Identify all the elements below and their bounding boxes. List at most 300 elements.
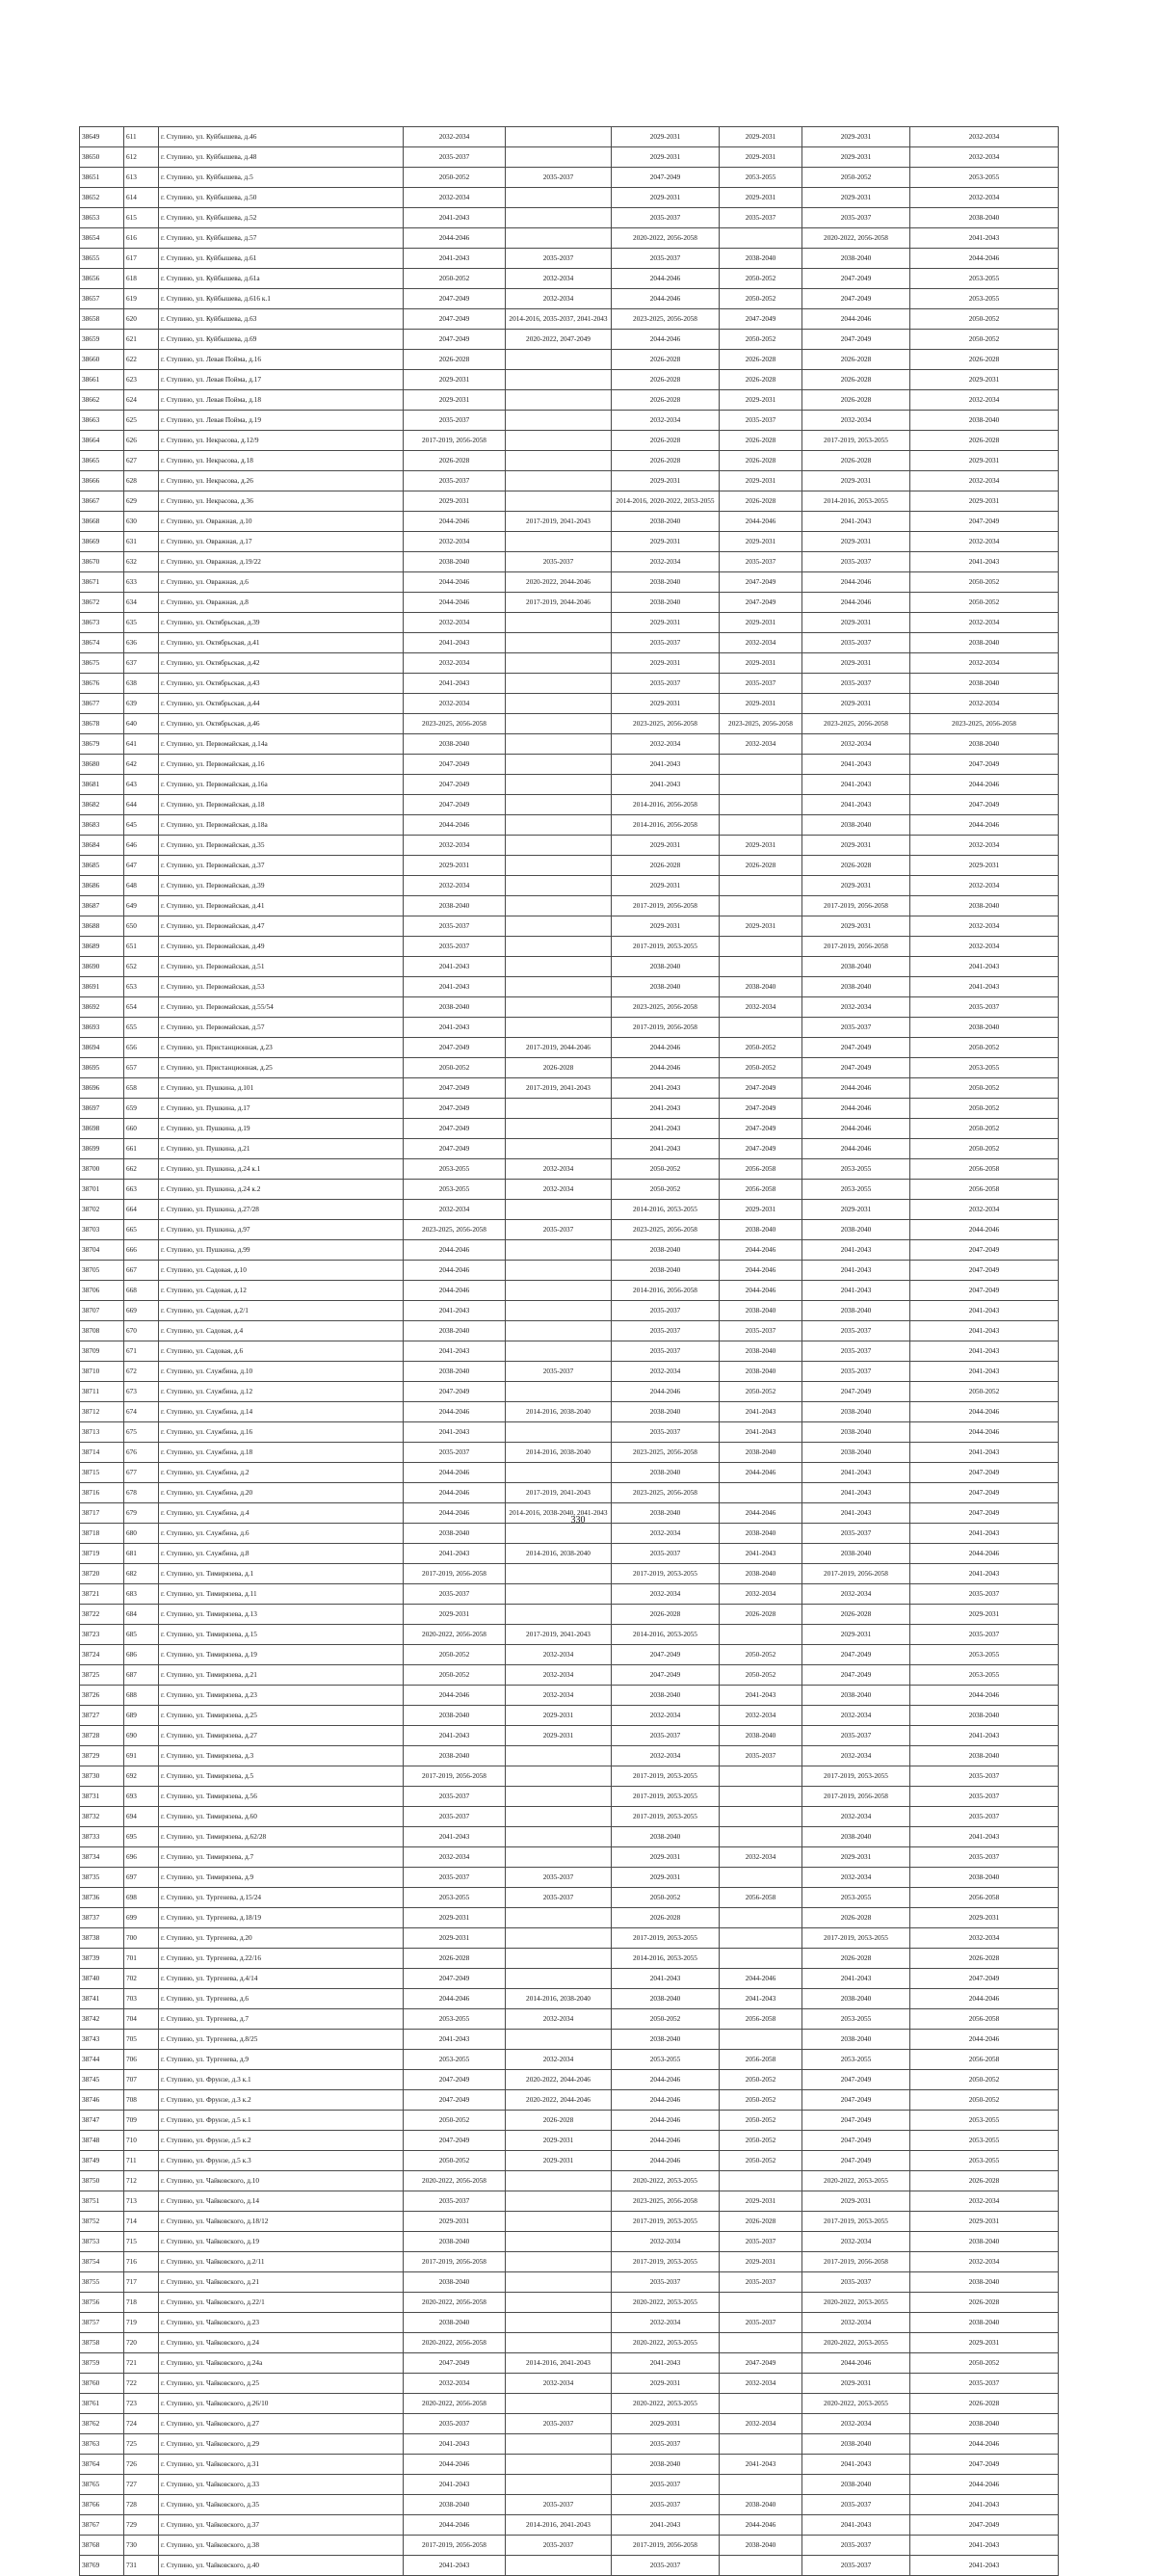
- address-cell: г. Ступино, ул. Тимирязева, д.5: [159, 1766, 404, 1787]
- record-id-cell: 38675: [80, 653, 124, 674]
- record-id-cell: 38754: [80, 2252, 124, 2272]
- address-cell: г. Ступино, ул. Службина, д.2: [159, 1463, 404, 1483]
- period-3-cell: 2041-2043: [612, 1119, 720, 1139]
- period-4-cell: 2029-2031: [720, 2252, 802, 2272]
- period-1-cell: 2044-2046: [404, 1483, 506, 1503]
- period-5-cell: 2035-2037: [802, 674, 910, 694]
- period-1-cell: 2020-2022, 2056-2058: [404, 2394, 506, 2414]
- period-4-cell: 2029-2031: [720, 1200, 802, 1220]
- period-6-cell: 2047-2049: [910, 2455, 1059, 2475]
- address-cell: г. Ступино, ул. Чайковского, д.22/1: [159, 2293, 404, 2313]
- table-row: [80, 836, 1059, 856]
- address-cell: г. Ступино, ул. Пушкина, д.97: [159, 1220, 404, 1240]
- row-number-cell: 632: [124, 552, 159, 572]
- period-4-cell: 2050-2052: [720, 1038, 802, 1058]
- row-number-cell: 726: [124, 2455, 159, 2475]
- row-number-cell: 636: [124, 633, 159, 653]
- period-5-cell: 2032-2034: [802, 1807, 910, 1827]
- period-4-cell: 2050-2052: [720, 269, 802, 289]
- period-5-cell: 2053-2055: [802, 2050, 910, 2070]
- period-4-cell: 2041-2043: [720, 1686, 802, 1706]
- address-cell: г. Ступино, ул. Тургенева, д.7: [159, 2009, 404, 2030]
- period-5-cell: 2047-2049: [802, 2090, 910, 2111]
- period-2-cell: [506, 1746, 612, 1766]
- record-id-cell: 38691: [80, 977, 124, 997]
- record-id-cell: 38690: [80, 957, 124, 977]
- period-5-cell: 2038-2040: [802, 1402, 910, 1422]
- period-5-cell: 2038-2040: [802, 1686, 910, 1706]
- period-6-cell: 2044-2046: [910, 1422, 1059, 1443]
- period-2-cell: [506, 1827, 612, 1847]
- period-2-cell: [506, 775, 612, 795]
- record-id-cell: 38708: [80, 1321, 124, 1341]
- record-id-cell: 38664: [80, 431, 124, 451]
- table-row: [80, 147, 1059, 168]
- period-5-cell: 2029-2031: [802, 916, 910, 937]
- period-6-cell: 2041-2043: [910, 1827, 1059, 1847]
- period-4-cell: 2032-2034: [720, 734, 802, 755]
- period-4-cell: 2041-2043: [720, 2455, 802, 2475]
- period-6-cell: 2032-2034: [910, 532, 1059, 552]
- record-id-cell: 38745: [80, 2070, 124, 2090]
- table-row: [80, 1605, 1059, 1625]
- record-id-cell: 38715: [80, 1463, 124, 1483]
- address-cell: г. Ступино, ул. Службина, д.20: [159, 1483, 404, 1503]
- record-id-cell: 38728: [80, 1726, 124, 1746]
- address-cell: г. Ступино, ул. Чайковского, д.33: [159, 2475, 404, 2495]
- period-2-cell: [506, 1119, 612, 1139]
- period-4-cell: 2038-2040: [720, 1726, 802, 1746]
- period-3-cell: 2032-2034: [612, 1524, 720, 1544]
- period-2-cell: [506, 2232, 612, 2252]
- period-1-cell: 2029-2031: [404, 1605, 506, 1625]
- address-cell: г. Ступино, ул. Октябрьская, д.43: [159, 674, 404, 694]
- period-3-cell: 2023-2025, 2056-2058: [612, 2191, 720, 2212]
- period-3-cell: 2038-2040: [612, 1463, 720, 1483]
- period-5-cell: 2017-2019, 2056-2058: [802, 896, 910, 916]
- period-5-cell: 2053-2055: [802, 1159, 910, 1180]
- row-number-cell: 643: [124, 775, 159, 795]
- period-3-cell: 2041-2043: [612, 755, 720, 775]
- period-6-cell: 2032-2034: [910, 147, 1059, 168]
- period-5-cell: 2038-2040: [802, 977, 910, 997]
- period-2-cell: [506, 147, 612, 168]
- table-row: [80, 1281, 1059, 1301]
- period-5-cell: 2044-2046: [802, 593, 910, 613]
- period-2-cell: [506, 1564, 612, 1584]
- address-cell: г. Ступино, ул. Некрасова, д.36: [159, 491, 404, 512]
- table-row: [80, 613, 1059, 633]
- table-row: [80, 674, 1059, 694]
- period-3-cell: 2038-2040: [612, 572, 720, 593]
- period-5-cell: 2041-2043: [802, 1503, 910, 1524]
- period-1-cell: 2041-2043: [404, 1726, 506, 1746]
- period-3-cell: 2029-2031: [612, 653, 720, 674]
- period-2-cell: [506, 188, 612, 208]
- period-6-cell: 2041-2043: [910, 977, 1059, 997]
- period-6-cell: 2035-2037: [910, 1847, 1059, 1868]
- period-1-cell: 2032-2034: [404, 653, 506, 674]
- table-row: [80, 1078, 1059, 1099]
- period-4-cell: 2035-2037: [720, 2313, 802, 2333]
- period-4-cell: [720, 1928, 802, 1949]
- period-6-cell: 2029-2031: [910, 1605, 1059, 1625]
- period-2-cell: 2032-2034: [506, 289, 612, 309]
- period-4-cell: 2029-2031: [720, 653, 802, 674]
- period-1-cell: 2047-2049: [404, 795, 506, 815]
- period-1-cell: 2044-2046: [404, 593, 506, 613]
- period-5-cell: 2047-2049: [802, 2131, 910, 2151]
- period-1-cell: 2023-2025, 2056-2058: [404, 1220, 506, 1240]
- period-4-cell: 2035-2037: [720, 552, 802, 572]
- record-id-cell: 38666: [80, 471, 124, 491]
- address-cell: г. Ступино, ул. Пушкина, д.101: [159, 1078, 404, 1099]
- address-cell: г. Ступино, ул. Октябрьская, д.39: [159, 613, 404, 633]
- table-row: [80, 1180, 1059, 1200]
- period-1-cell: 2017-2019, 2056-2058: [404, 1564, 506, 1584]
- period-4-cell: 2050-2052: [720, 2131, 802, 2151]
- period-1-cell: 2038-2040: [404, 1524, 506, 1544]
- table-row: [80, 1969, 1059, 1989]
- address-cell: г. Ступино, ул. Тургенева, д.6: [159, 1989, 404, 2009]
- period-5-cell: 2053-2055: [802, 2009, 910, 2030]
- record-id-cell: 38719: [80, 1544, 124, 1564]
- address-cell: г. Ступино, ул. Фрунзе, д.5 к.2: [159, 2131, 404, 2151]
- period-6-cell: 2050-2052: [910, 2353, 1059, 2374]
- period-5-cell: 2041-2043: [802, 512, 910, 532]
- period-6-cell: 2053-2055: [910, 2111, 1059, 2131]
- period-2-cell: [506, 694, 612, 714]
- address-cell: г. Ступино, ул. Куйбышева, д.50: [159, 188, 404, 208]
- period-2-cell: [506, 734, 612, 755]
- table-row: [80, 977, 1059, 997]
- period-2-cell: 2032-2034: [506, 2050, 612, 2070]
- table-row: [80, 1402, 1059, 1422]
- table-row: [80, 411, 1059, 431]
- row-number-cell: 659: [124, 1099, 159, 1119]
- period-5-cell: 2041-2043: [802, 1261, 910, 1281]
- period-5-cell: 2035-2037: [802, 633, 910, 653]
- table-row: [80, 1483, 1059, 1503]
- period-2-cell: [506, 1099, 612, 1119]
- address-cell: г. Ступино, ул. Тимирязева, д.56: [159, 1787, 404, 1807]
- period-2-cell: [506, 1766, 612, 1787]
- period-2-cell: [506, 856, 612, 876]
- row-number-cell: 675: [124, 1422, 159, 1443]
- table-row: [80, 2009, 1059, 2030]
- period-1-cell: 2050-2052: [404, 1665, 506, 1686]
- period-2-cell: [506, 532, 612, 552]
- period-4-cell: 2038-2040: [720, 1341, 802, 1362]
- period-5-cell: 2035-2037: [802, 2495, 910, 2515]
- period-1-cell: 2038-2040: [404, 734, 506, 755]
- period-4-cell: 2026-2028: [720, 1605, 802, 1625]
- record-id-cell: 38764: [80, 2455, 124, 2475]
- period-2-cell: [506, 1847, 612, 1868]
- address-cell: г. Ступино, ул. Первомайская, д.18а: [159, 815, 404, 836]
- period-2-cell: 2032-2034: [506, 1686, 612, 1706]
- period-5-cell: 2038-2040: [802, 1827, 910, 1847]
- period-2-cell: 2035-2037: [506, 1868, 612, 1888]
- table-row: [80, 1240, 1059, 1261]
- period-2-cell: 2017-2019, 2041-2043: [506, 1078, 612, 1099]
- record-id-cell: 38686: [80, 876, 124, 896]
- period-3-cell: 2047-2049: [612, 1665, 720, 1686]
- address-cell: г. Ступино, ул. Службина, д.18: [159, 1443, 404, 1463]
- row-number-cell: 662: [124, 1159, 159, 1180]
- period-5-cell: 2038-2040: [802, 249, 910, 269]
- address-cell: г. Ступино, ул. Куйбышева, д.61а: [159, 269, 404, 289]
- period-3-cell: 2017-2019, 2053-2055: [612, 2212, 720, 2232]
- table-row: [80, 1058, 1059, 1078]
- period-1-cell: 2035-2037: [404, 411, 506, 431]
- period-6-cell: 2044-2046: [910, 2434, 1059, 2455]
- period-3-cell: 2023-2025, 2056-2058: [612, 309, 720, 330]
- period-1-cell: 2041-2043: [404, 977, 506, 997]
- address-cell: г. Ступино, ул. Чайковского, д.24: [159, 2333, 404, 2353]
- period-6-cell: 2029-2031: [910, 1908, 1059, 1928]
- row-number-cell: 710: [124, 2131, 159, 2151]
- period-6-cell: 2026-2028: [910, 1949, 1059, 1969]
- address-cell: г. Ступино, ул. Чайковского, д.29: [159, 2434, 404, 2455]
- table-row: [80, 2414, 1059, 2434]
- period-1-cell: 2038-2040: [404, 2232, 506, 2252]
- period-6-cell: 2047-2049: [910, 1969, 1059, 1989]
- period-1-cell: 2047-2049: [404, 2090, 506, 2111]
- period-2-cell: [506, 1018, 612, 1038]
- record-id-cell: 38757: [80, 2313, 124, 2333]
- period-5-cell: 2020-2022, 2053-2055: [802, 2171, 910, 2191]
- period-4-cell: [720, 228, 802, 249]
- period-3-cell: 2044-2046: [612, 269, 720, 289]
- period-5-cell: 2020-2022, 2053-2055: [802, 2333, 910, 2353]
- row-number-cell: 692: [124, 1766, 159, 1787]
- period-2-cell: [506, 2191, 612, 2212]
- address-cell: г. Ступино, ул. Овражная, д.6: [159, 572, 404, 593]
- period-6-cell: 2026-2028: [910, 2394, 1059, 2414]
- table-row: [80, 188, 1059, 208]
- period-6-cell: 2038-2040: [910, 896, 1059, 916]
- period-1-cell: 2032-2034: [404, 694, 506, 714]
- period-5-cell: 2038-2040: [802, 1301, 910, 1321]
- period-2-cell: [506, 755, 612, 775]
- period-4-cell: 2038-2040: [720, 1301, 802, 1321]
- address-cell: г. Ступино, ул. Первомайская, д.39: [159, 876, 404, 896]
- period-5-cell: 2020-2022, 2053-2055: [802, 2293, 910, 2313]
- row-number-cell: 673: [124, 1382, 159, 1402]
- row-number-cell: 706: [124, 2050, 159, 2070]
- period-3-cell: 2023-2025, 2056-2058: [612, 714, 720, 734]
- period-3-cell: 2053-2055: [612, 2050, 720, 2070]
- period-5-cell: 2044-2046: [802, 1119, 910, 1139]
- period-4-cell: 2056-2058: [720, 1888, 802, 1908]
- period-5-cell: 2035-2037: [802, 1362, 910, 1382]
- row-number-cell: 621: [124, 330, 159, 350]
- record-id-cell: 38659: [80, 330, 124, 350]
- row-number-cell: 613: [124, 168, 159, 188]
- period-2-cell: [506, 957, 612, 977]
- period-5-cell: 2038-2040: [802, 1220, 910, 1240]
- period-6-cell: 2038-2040: [910, 2313, 1059, 2333]
- period-1-cell: 2041-2043: [404, 1301, 506, 1321]
- period-2-cell: [506, 1422, 612, 1443]
- table-row: [80, 1341, 1059, 1362]
- row-number-cell: 721: [124, 2353, 159, 2374]
- period-1-cell: 2041-2043: [404, 2556, 506, 2576]
- period-1-cell: 2044-2046: [404, 1281, 506, 1301]
- period-2-cell: [506, 815, 612, 836]
- period-4-cell: 2044-2046: [720, 512, 802, 532]
- address-cell: г. Ступино, ул. Садовая, д.10: [159, 1261, 404, 1281]
- record-id-cell: 38734: [80, 1847, 124, 1868]
- period-2-cell: 2032-2034: [506, 1665, 612, 1686]
- period-1-cell: 2032-2034: [404, 188, 506, 208]
- row-number-cell: 685: [124, 1625, 159, 1645]
- address-cell: г. Ступино, ул. Тимирязева, д.7: [159, 1847, 404, 1868]
- table-row: [80, 1645, 1059, 1665]
- period-5-cell: 2029-2031: [802, 188, 910, 208]
- period-5-cell: 2044-2046: [802, 572, 910, 593]
- row-number-cell: 712: [124, 2171, 159, 2191]
- period-5-cell: 2032-2034: [802, 2232, 910, 2252]
- period-6-cell: 2032-2034: [910, 1928, 1059, 1949]
- period-1-cell: 2017-2019, 2056-2058: [404, 2252, 506, 2272]
- period-4-cell: 2026-2028: [720, 370, 802, 390]
- period-4-cell: 2047-2049: [720, 1119, 802, 1139]
- row-number-cell: 701: [124, 1949, 159, 1969]
- period-4-cell: 2050-2052: [720, 2070, 802, 2090]
- period-6-cell: 2053-2055: [910, 1665, 1059, 1686]
- period-4-cell: [720, 2293, 802, 2313]
- row-number-cell: 697: [124, 1868, 159, 1888]
- address-cell: г. Ступино, ул. Куйбышева, д.52: [159, 208, 404, 228]
- address-cell: г. Ступино, ул. Тимирязева, д.15: [159, 1625, 404, 1645]
- period-4-cell: 2044-2046: [720, 1463, 802, 1483]
- record-id-cell: 38677: [80, 694, 124, 714]
- period-3-cell: 2041-2043: [612, 775, 720, 795]
- period-6-cell: 2041-2043: [910, 228, 1059, 249]
- period-1-cell: 2035-2037: [404, 1868, 506, 1888]
- period-5-cell: 2035-2037: [802, 2556, 910, 2576]
- period-4-cell: 2050-2052: [720, 1058, 802, 1078]
- period-6-cell: 2044-2046: [910, 2475, 1059, 2495]
- period-5-cell: 2047-2049: [802, 2151, 910, 2171]
- address-cell: г. Ступино, ул. Овражная, д.10: [159, 512, 404, 532]
- period-1-cell: 2050-2052: [404, 1058, 506, 1078]
- address-cell: г. Ступино, ул. Тимирязева, д.19: [159, 1645, 404, 1665]
- period-1-cell: 2035-2037: [404, 937, 506, 957]
- period-3-cell: 2026-2028: [612, 1908, 720, 1928]
- period-4-cell: [720, 876, 802, 896]
- table-row: [80, 572, 1059, 593]
- record-id-cell: 38749: [80, 2151, 124, 2171]
- row-number-cell: 717: [124, 2272, 159, 2293]
- address-cell: г. Ступино, ул. Службина, д.10: [159, 1362, 404, 1382]
- period-1-cell: 2035-2037: [404, 1584, 506, 1605]
- period-2-cell: [506, 350, 612, 370]
- period-1-cell: 2020-2022, 2056-2058: [404, 2293, 506, 2313]
- row-number-cell: 631: [124, 532, 159, 552]
- address-cell: г. Ступино, ул. Фрунзе, д.5 к.3: [159, 2151, 404, 2171]
- record-id-cell: 38753: [80, 2232, 124, 2252]
- period-2-cell: [506, 2455, 612, 2475]
- period-5-cell: 2044-2046: [802, 1099, 910, 1119]
- period-6-cell: 2032-2034: [910, 1200, 1059, 1220]
- period-2-cell: [506, 633, 612, 653]
- address-cell: г. Ступино, ул. Куйбышева, д.46: [159, 127, 404, 147]
- period-5-cell: 2032-2034: [802, 1584, 910, 1605]
- address-cell: г. Ступино, ул. Некрасова, д.26: [159, 471, 404, 491]
- table-row: [80, 694, 1059, 714]
- period-4-cell: 2026-2028: [720, 856, 802, 876]
- period-4-cell: 2038-2040: [720, 2536, 802, 2556]
- row-number-cell: 674: [124, 1402, 159, 1422]
- period-3-cell: 2035-2037: [612, 1422, 720, 1443]
- period-1-cell: 2041-2043: [404, 249, 506, 269]
- period-1-cell: 2044-2046: [404, 2455, 506, 2475]
- period-1-cell: 2029-2031: [404, 856, 506, 876]
- period-2-cell: [506, 1341, 612, 1362]
- period-3-cell: 2038-2040: [612, 593, 720, 613]
- record-id-cell: 38680: [80, 755, 124, 775]
- period-4-cell: 2032-2034: [720, 1584, 802, 1605]
- period-3-cell: 2038-2040: [612, 2030, 720, 2050]
- period-5-cell: 2017-2019, 2053-2055: [802, 431, 910, 451]
- period-4-cell: 2032-2034: [720, 1847, 802, 1868]
- period-6-cell: 2032-2034: [910, 2191, 1059, 2212]
- period-6-cell: 2050-2052: [910, 1038, 1059, 1058]
- table-row: [80, 2191, 1059, 2212]
- record-id-cell: 38679: [80, 734, 124, 755]
- period-4-cell: 2029-2031: [720, 188, 802, 208]
- period-3-cell: 2038-2040: [612, 1503, 720, 1524]
- period-3-cell: 2035-2037: [612, 1321, 720, 1341]
- table-row: [80, 1220, 1059, 1240]
- period-3-cell: 2038-2040: [612, 1261, 720, 1281]
- period-4-cell: 2038-2040: [720, 1524, 802, 1544]
- period-1-cell: 2041-2043: [404, 208, 506, 228]
- period-5-cell: 2047-2049: [802, 1382, 910, 1402]
- period-6-cell: 2029-2031: [910, 2333, 1059, 2353]
- period-6-cell: 2032-2034: [910, 2252, 1059, 2272]
- period-4-cell: 2029-2031: [720, 147, 802, 168]
- record-id-cell: 38658: [80, 309, 124, 330]
- period-4-cell: 2050-2052: [720, 289, 802, 309]
- row-number-cell: 625: [124, 411, 159, 431]
- table-row: [80, 937, 1059, 957]
- period-3-cell: 2035-2037: [612, 674, 720, 694]
- period-1-cell: 2026-2028: [404, 1949, 506, 1969]
- row-number-cell: 672: [124, 1362, 159, 1382]
- record-id-cell: 38696: [80, 1078, 124, 1099]
- row-number-cell: 655: [124, 1018, 159, 1038]
- period-3-cell: 2032-2034: [612, 1584, 720, 1605]
- row-number-cell: 700: [124, 1928, 159, 1949]
- period-1-cell: 2035-2037: [404, 1807, 506, 1827]
- period-6-cell: 2041-2043: [910, 1443, 1059, 1463]
- period-2-cell: 2035-2037: [506, 168, 612, 188]
- row-number-cell: 665: [124, 1220, 159, 1240]
- period-3-cell: 2044-2046: [612, 2131, 720, 2151]
- period-6-cell: 2032-2034: [910, 876, 1059, 896]
- table-row: [80, 2070, 1059, 2090]
- period-6-cell: 2047-2049: [910, 795, 1059, 815]
- table-row: [80, 269, 1059, 289]
- period-3-cell: 2044-2046: [612, 330, 720, 350]
- period-4-cell: [720, 896, 802, 916]
- address-cell: г. Ступино, ул. Службина, д.8: [159, 1544, 404, 1564]
- table-row: [80, 1706, 1059, 1726]
